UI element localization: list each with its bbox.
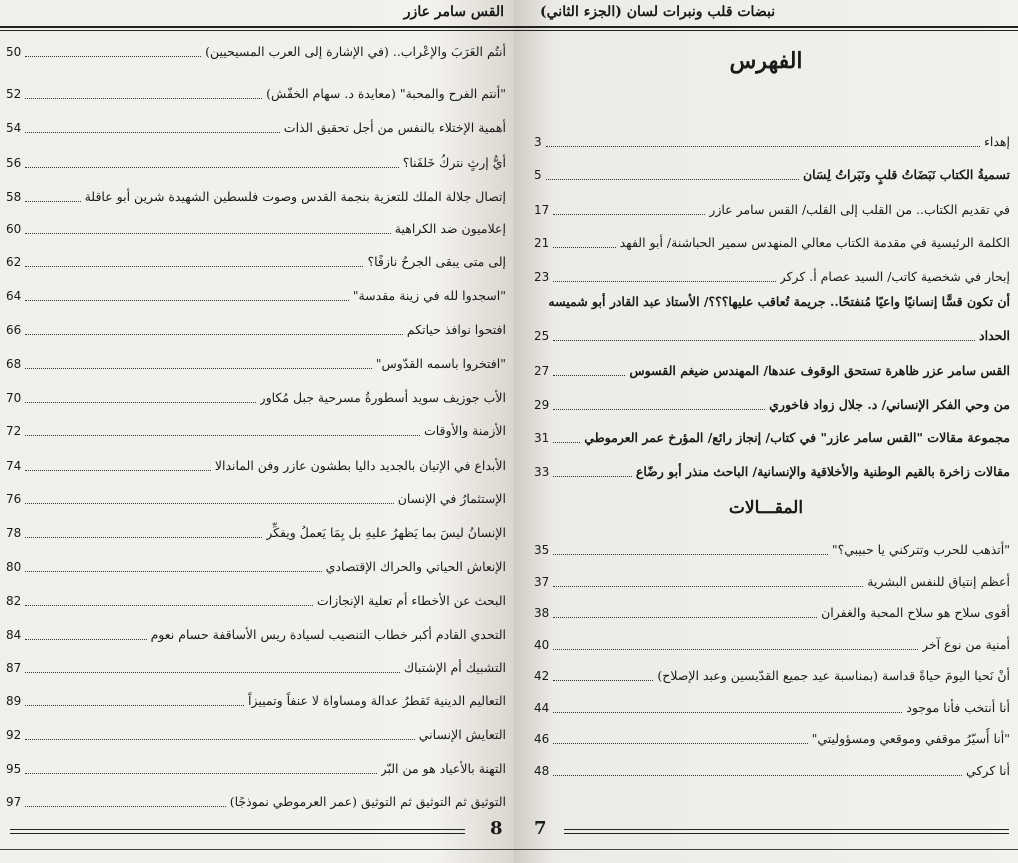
- toc-entry: 17 في تقديم الكتاب.. من القلب إلى القلب/ القس سامر عازر: [534, 202, 1010, 217]
- article-entry: 35 "أتذهب للحرب وتتركني يا حبيبي؟": [534, 542, 1010, 557]
- toc-entry: 66 افتحوا نوافذ حياتكم: [6, 322, 506, 337]
- toc-entry: 82 البحث عن الأخطاء أم تعلية الإنجازات: [6, 593, 506, 608]
- header-rule: [0, 26, 514, 28]
- toc-entry: 97 التوثيق ثم التوثيق ثم التوثيق (عمر العرموطي نموذجًا): [6, 794, 506, 809]
- page-number: 8: [490, 818, 503, 839]
- toc-entry: 54 أهمية الإختلاء بالنفس من أجل تحقيق الذات: [6, 120, 506, 135]
- page-number: 7: [534, 818, 547, 839]
- footer-rule: [514, 849, 1018, 850]
- toc-entry: 92 التعايش الإنساني: [6, 727, 506, 742]
- toc-entry: 31 مجموعة مقالات "القس سامر عازر" في كتاب/ إنجاز رائع/ المؤرخ عمر العرموطي: [534, 430, 1010, 445]
- footer-rule: [0, 849, 514, 850]
- article-entry: 40 أمنية من نوع آخر: [534, 637, 1010, 652]
- toc-title: الفهرس: [729, 48, 803, 74]
- footer-rule: [10, 833, 465, 834]
- toc-entry: 3 إهداء: [534, 134, 1010, 149]
- toc-entry: 80 الإنعاش الحياتي والحراك الإقتصادي: [6, 559, 506, 574]
- header-rule: [0, 30, 514, 31]
- toc-entry: 56 أيُّ إرثٍ نتركُ خَلفَنا؟: [6, 155, 506, 170]
- article-entry: 48 أنا كركي: [534, 763, 1010, 778]
- toc-entry: 76 الإستثمارُ في الإنسان: [6, 491, 506, 506]
- toc-entry: 78 الإنسانُ ليسَ بما يَظهرُ عليهِ بل بِمَا يَعملُ ويفكِّر: [6, 525, 506, 540]
- toc-entry: 84 التحدي القادم أكبر خطاب التنصيب لسيادة ريس الأساقفة حسام نعوم: [6, 627, 506, 642]
- footer-rule: [564, 833, 1009, 834]
- right-page: [514, 0, 1018, 863]
- article-entry: 42 أنْ نَحيا اليومَ حياةً قداسة (بمناسبة عيد جميع القدّيسين وعبد الإصلاح): [534, 668, 1010, 683]
- toc-entry: 87 التشبيك أم الإشتباك: [6, 660, 506, 675]
- header-rule: [514, 30, 1018, 31]
- toc-entry: 5 تسميةُ الكتاب نَبَضَاتُ قلبٍ ونَبَراتُ لِسَان: [534, 167, 1010, 182]
- toc-entry: 25 الحداد: [534, 328, 1010, 343]
- toc-entry: 68 "افتخروا باسمه القدّوس": [6, 356, 506, 371]
- toc-entry: 62 إلى متى يبقى الجرحُ نازفًا؟: [6, 254, 506, 269]
- footer-rule: [10, 829, 465, 830]
- toc-entry: 23 إبحار في شخصية كاتب/ السيد عصام أ. كركر: [534, 269, 1010, 284]
- toc-entry: 21 الكلمة الرئيسية في مقدمة الكتاب معالي المنهدس سمير الحباشنة/ أبو الفهد: [534, 235, 1010, 250]
- toc-entry: 27 القس سامر عزر ظاهرة تستحق الوقوف عندها/ المهندس ضيغم القسوس: [534, 363, 1010, 378]
- toc-entry: 74 الأبداع في الإتيان بالجديد داليا بطشون عازر وفن الماندالا: [6, 458, 506, 473]
- toc-entry: 52 "أنتم الفرح والمحبة" (معايدة د. سهام الخفّش): [6, 86, 506, 101]
- toc-entry: 89 التعاليم الدينية تَقطرُ عدالة ومساواة لا عنفاً وتمييزاً: [6, 693, 506, 708]
- toc-entry: 64 "اسجدوا لله في زينة مقدسة": [6, 288, 506, 303]
- toc-entry-long: أن تكون قسًّا إنسانيًا واعيًا مُنفتحًا.. جريمة تُعاقب عليها؟؟؟/ الأستاذ عبد القادر أبو شميسه: [548, 294, 1010, 309]
- toc-entry: 70 الأب جوزيف سويد أسطورةُ مسرحية جبل مُكاور: [6, 390, 506, 405]
- running-header-author: القس سامر عازر: [403, 4, 504, 20]
- toc-entry: 29 من وحي الفكر الإنساني/ د. جلال زواد فاخوري: [534, 397, 1010, 412]
- article-entry: 44 أنا أنتخب فأنا موجود: [534, 700, 1010, 715]
- toc-entry: 33 مقالات زاخرة بالقيم الوطنية والأخلاقية والإنسانية/ الباحث منذر أبو رضّاع: [534, 464, 1010, 479]
- toc-entry: 60 إعلاميون ضد الكراهية: [6, 221, 506, 236]
- toc-entry: 95 التهنة بالأعياد هو من البّر: [6, 761, 506, 776]
- footer-rule: [564, 829, 1009, 830]
- running-header-book-title: نبضات قلب ونبرات لسان (الجزء الثاني): [540, 4, 776, 20]
- toc-entry: 50 أنتُم العَرَبَ والإعْراب.. (في الإشارة إلى العرب المسيحيين): [6, 44, 506, 59]
- section-title-articles: المقـــالات: [728, 498, 804, 518]
- header-rule: [514, 26, 1018, 28]
- article-entry: 38 أقوى سلاح هو سلاح المحبة والغفران: [534, 605, 1010, 620]
- toc-entry: 72 الأزمنة والأوقات: [6, 423, 506, 438]
- article-entry: 37 أعظم إنتياق للنفس البشرية: [534, 574, 1010, 589]
- toc-entry: 58 إتصال جلالة الملك للتعزية بنجمة القدس وصوت فلسطين الشهيدة شرين أبو عاقلة: [6, 189, 506, 204]
- article-entry: 46 "أنا أُسيّرُ موقفي وموقعي ومسؤوليتي": [534, 731, 1010, 746]
